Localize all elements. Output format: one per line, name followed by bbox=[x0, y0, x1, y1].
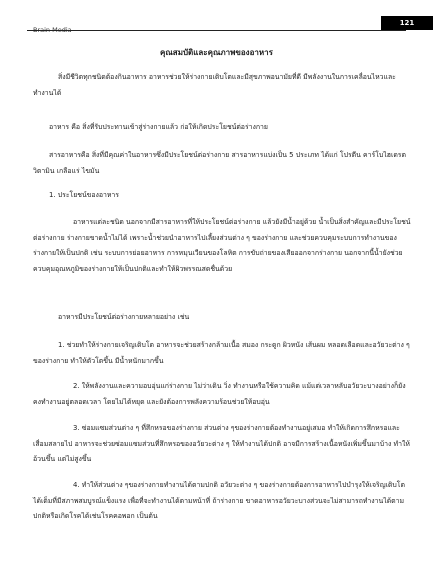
list-item-normal-function: 4. ทำให้ส่วนต่าง ๆของร่างกายทำงานได้ตามปกติ อวัยวะต่าง ๆ ของร่างกายต้องการอาหารไปบำรุงให้เจริญเติบโตได้เต็มที่มีสภาพสมบูรณ์แข็งแรง เพื่อที่จะทำงานได้ตามหน้าที่ ถ้าร่างกาย ขาดอาหารอวัยวะบางส่วนจะไม่สามารถทำงานได้ตามปกติหรือเกิดโรคได้เช่นโรคคอพอก เป็นต้น bbox=[33, 481, 405, 520]
paragraph-water: อาหารแต่ละชนิด นอกจากมีสารอาหารที่ให้ประโยชน์ต่อร่างกาย แล้วยังมีน้ำอยู่ด้วย น้ำเป็นสิ่งสำคัญและมีประโยชน์ต่อร่างกาย ร่างกายขาดน้ำไม่ได้ เพราะน้ำช่วยนำอาหารไปเลี้ยงส่วนต่าง ๆ ของร่างกาย และช่วยควบคุมระบบการทำงานของร่างกายให้เป็นปกติ เช่น ระบบการย่อยอาหาร การหมุนเวียนของโลหิต การขับถ่ายของเสียออกจากร่างกาย นอกจากนี้น้ำยังช่วยควบคุมอุณหภูมิของร่างกายให้เป็นปกติและทำให้ผิวพรรณสดชื่นด้วย bbox=[33, 218, 411, 273]
page-title: คุณสมบัติและคุณภาพของอาหาร bbox=[160, 48, 273, 57]
list-item-energy: 2. ให้พลังงานและความอบอุ่นแก่ร่างกาย ไม่ว่าเดิน วิ่ง ทำงานหรือใช้ความคิด แม้แต่เวลาหลับอวัยวะบางอย่างก็ยังคงทำงานอยู่ตลอดเวลา โดยไม่ได้หยุด และยังต้องการพลังความร้อนช่วยให้อบอุ่น bbox=[33, 382, 406, 406]
paragraph-food-definition: อาหาร คือ สิ่งที่รับประทานเข้าสู่ร่างกายแล้ว ก่อให้เกิดประโยชน์ต่อร่างกาย bbox=[49, 123, 268, 131]
section-heading-benefits: 1. ประโยชน์ของอาหาร bbox=[49, 191, 119, 199]
header-rule bbox=[27, 30, 406, 31]
list-item-repair: 3. ซ่อมแซมส่วนต่าง ๆ ที่สึกหรอของร่างกาย ส่วนต่าง ๆของร่างกายต้องทำงานอยู่เสมอ ทำให้เกิดการสึกหรอและเสื่อมสลายไป อาหารจะช่วยซ่อมแซมส่วนที่สึกหรอของอวัยวะต่าง ๆ ให้ทำงานได้ปกติ อาจมีการสร้างเนื้อหนังเพิ่มขึ้นมาบ้าง ทำให้อ้วนขึ้น แต่ไม่สูงขึ้น bbox=[33, 424, 410, 463]
paragraph-nutrient-definition: สารอาหารคือ สิ่งที่มีคุณค่าในอาหารซึ่งมีประโยชน์ต่อร่างกาย สารอาหารแบ่งเป็น 5 ประเภท ได้แก่ โปรตีน คาร์โบไฮเดรต วิตามิน เกลือแร่ ไขมัน bbox=[33, 151, 406, 175]
paragraph-benefits-intro: อาหารมีประโยชน์ต่อร่างกายหลายอย่าง เช่น bbox=[58, 313, 190, 321]
list-item-growth: 1. ช่วยทำให้ร่างกายเจริญเติบโต อาหารจะช่วยสร้างกล้ามเนื้อ สมอง กระดูก ผิวหนัง เส้นผม หลอดเลือดและอวัยวะต่าง ๆของร่างกาย ทำให้ตัวโตขึ้น มีน้ำหนักมากขึ้น bbox=[33, 341, 410, 365]
brand-label: Brain Media bbox=[33, 26, 72, 34]
paragraph-intro: สิ่งมีชีวิตทุกชนิดต้องกินอาหาร อาหารช่วยให้ร่างกายเติบโตและมีสุขภาพอนามัยที่ดี มีพลังงานในการเคลื่อนไหวและทำงานได้ bbox=[33, 73, 396, 97]
page-number-badge: 121 bbox=[381, 16, 433, 30]
